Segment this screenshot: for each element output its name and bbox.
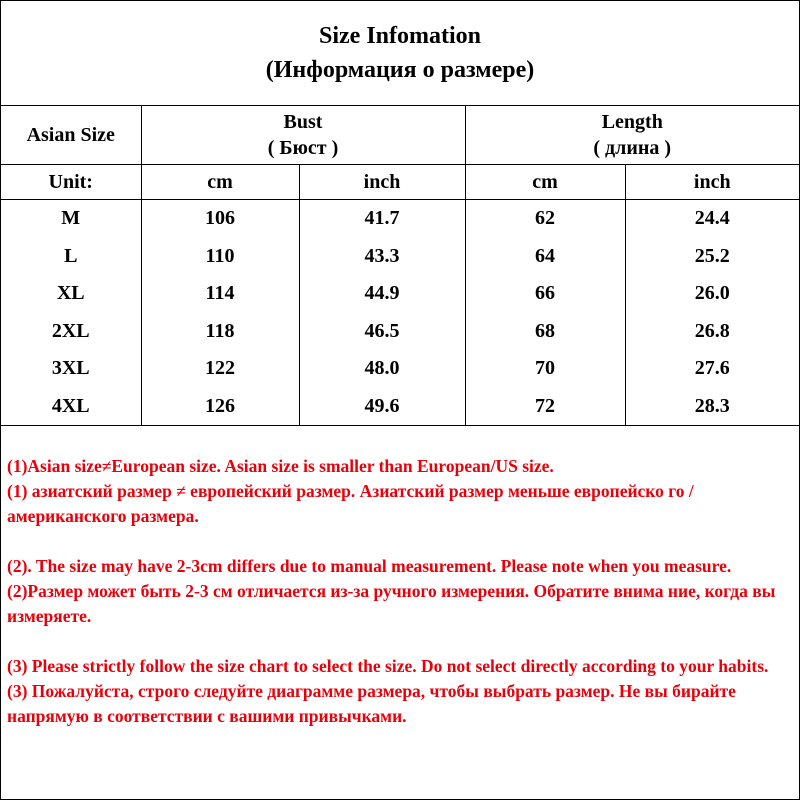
size-table xyxy=(1,106,799,426)
unit-bust-inch: inch xyxy=(299,165,465,200)
table-header-row xyxy=(1,106,799,165)
bust-cm-cell: 106 xyxy=(141,200,299,238)
size-cell: 3XL xyxy=(51,357,90,380)
bust-inch-cell: 41.7 xyxy=(299,200,465,238)
length-cm-cell: 66 xyxy=(465,275,625,313)
note-spacer xyxy=(7,529,791,554)
header-bust-ru: ( Бюст ) xyxy=(267,137,339,159)
size-cell: M xyxy=(61,207,81,230)
bust-cm-cell: 122 xyxy=(141,350,299,388)
table-row xyxy=(1,238,799,276)
header-length xyxy=(465,106,799,165)
note-1-russian: (1) азиатский размер ≠ европейский размер. Азиатский размер меньше европейско го / американского размера. xyxy=(7,481,694,526)
size-cell: 2XL xyxy=(51,319,90,342)
note-2-english: (2). The size may have 2-3cm differs due to manual measurement. Please note when you measure. xyxy=(7,556,732,576)
unit-length-inch: inch xyxy=(625,165,799,200)
header-asian-size: Asian Size xyxy=(1,106,141,165)
bust-inch-cell: 49.6 xyxy=(299,388,465,426)
length-cm-cell: 64 xyxy=(465,238,625,276)
note-1-english: (1)Asian size≠European size. Asian size is smaller than European/US size. xyxy=(7,456,554,476)
table-row xyxy=(1,313,799,351)
title-block xyxy=(1,1,799,106)
bust-cm-cell: 110 xyxy=(141,238,299,276)
length-inch-cell: 26.8 xyxy=(625,313,799,351)
note-3-english: (3) Please strictly follow the size chart to select the size. Do not select directly according to your habits. xyxy=(7,656,769,676)
bust-inch-cell: 44.9 xyxy=(299,275,465,313)
unit-bust-cm: cm xyxy=(141,165,299,200)
length-cm-cell: 68 xyxy=(465,313,625,351)
bust-cm-cell: 114 xyxy=(141,275,299,313)
size-cell: 4XL xyxy=(1,388,141,426)
notes-section xyxy=(1,426,799,729)
unit-label: Unit: xyxy=(1,165,141,200)
length-inch-cell: 25.2 xyxy=(625,238,799,276)
length-inch-cell: 27.6 xyxy=(625,350,799,388)
header-length-ru: ( длина ) xyxy=(593,137,672,159)
header-bust xyxy=(141,106,465,165)
bust-inch-cell: 43.3 xyxy=(299,238,465,276)
note-spacer xyxy=(7,629,791,654)
length-inch-cell: 28.3 xyxy=(625,388,799,426)
table-row xyxy=(1,200,799,238)
header-length-en: Length xyxy=(601,111,663,133)
unit-row xyxy=(1,165,799,200)
note-2-russian: (2)Размер может быть 2-3 см отличается из-за ручного измерения. Обратите внима ние, когда вы измеряете. xyxy=(7,581,776,626)
bust-cm-cell: 126 xyxy=(141,388,299,426)
title-english: Size Infomation xyxy=(319,23,481,49)
unit-length-cm: cm xyxy=(465,165,625,200)
bust-cm-cell: 118 xyxy=(141,313,299,351)
title-russian: (Информация о размере) xyxy=(265,57,535,83)
size-cell: XL xyxy=(56,282,85,305)
header-bust-en: Bust xyxy=(283,111,323,133)
length-cm-cell: 70 xyxy=(465,350,625,388)
table-row xyxy=(1,275,799,313)
table-row xyxy=(1,388,799,426)
length-inch-cell: 24.4 xyxy=(625,200,799,238)
bust-inch-cell: 46.5 xyxy=(299,313,465,351)
size-cell: L xyxy=(64,244,78,267)
bust-inch-cell: 48.0 xyxy=(299,350,465,388)
length-cm-cell: 72 xyxy=(465,388,625,426)
length-inch-cell: 26.0 xyxy=(625,275,799,313)
note-3-russian: (3) Пожалуйста, строго следуйте диаграмме размера, чтобы выбрать размер. Не вы бирайте напрямую в соответствии с вашими привычками. xyxy=(7,681,736,726)
table-row xyxy=(1,350,799,388)
length-cm-cell: 62 xyxy=(465,200,625,238)
